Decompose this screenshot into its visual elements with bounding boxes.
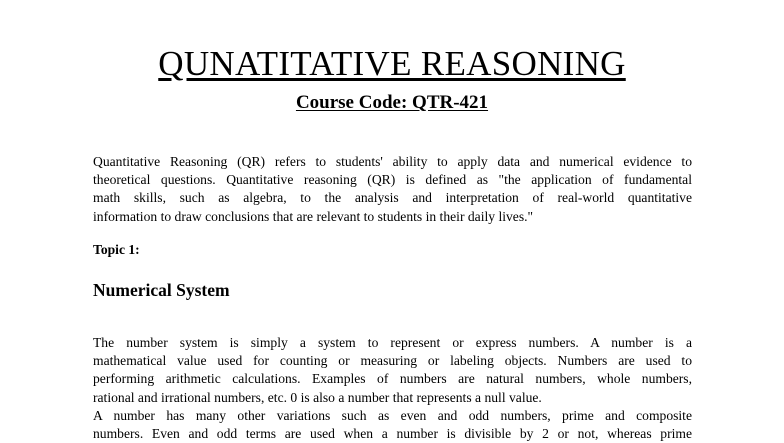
paragraph-line: The number system is simply a system to represent or express numbers. A number is a bbox=[93, 335, 692, 350]
number-variations-paragraph bbox=[93, 407, 692, 443]
intro-line: information to draw conclusions that are relevant to students in their daily lives." bbox=[93, 208, 534, 224]
course-code: Course Code: QTR-421 bbox=[295, 92, 489, 113]
paragraph-line: performing arithmetic calculations. Examples of numbers are natural numbers, whole numbers, bbox=[93, 371, 692, 387]
paragraph-line: A number has many other variations such as even and odd numbers, prime and composite bbox=[93, 408, 692, 423]
intro-paragraph bbox=[93, 153, 692, 226]
section-heading: Numerical System bbox=[93, 280, 230, 300]
document-title: QUNATITATIVE REASONING bbox=[158, 44, 626, 83]
paragraph-line: rational and irrational numbers, etc. 0 is also a number that represents a null value. bbox=[93, 389, 542, 405]
number-system-paragraph bbox=[93, 334, 692, 407]
paragraph-line: mathematical value used for counting or measuring or labeling objects. Numbers are used to bbox=[93, 353, 692, 369]
topic-label: Topic 1: bbox=[93, 242, 140, 257]
paragraph-line: numbers. Even and odd terms are used when a number is divisible by 2 or not, whereas prime bbox=[93, 426, 692, 442]
intro-line: Quantitative Reasoning (QR) refers to students' ability to apply data and numerical evidence to bbox=[93, 154, 692, 169]
intro-line: math skills, such as algebra, to the analysis and interpretation of real-world quantitative bbox=[93, 190, 692, 206]
intro-line: theoretical questions. Quantitative reasoning (QR) is defined as "the application of fundamental bbox=[93, 172, 692, 188]
